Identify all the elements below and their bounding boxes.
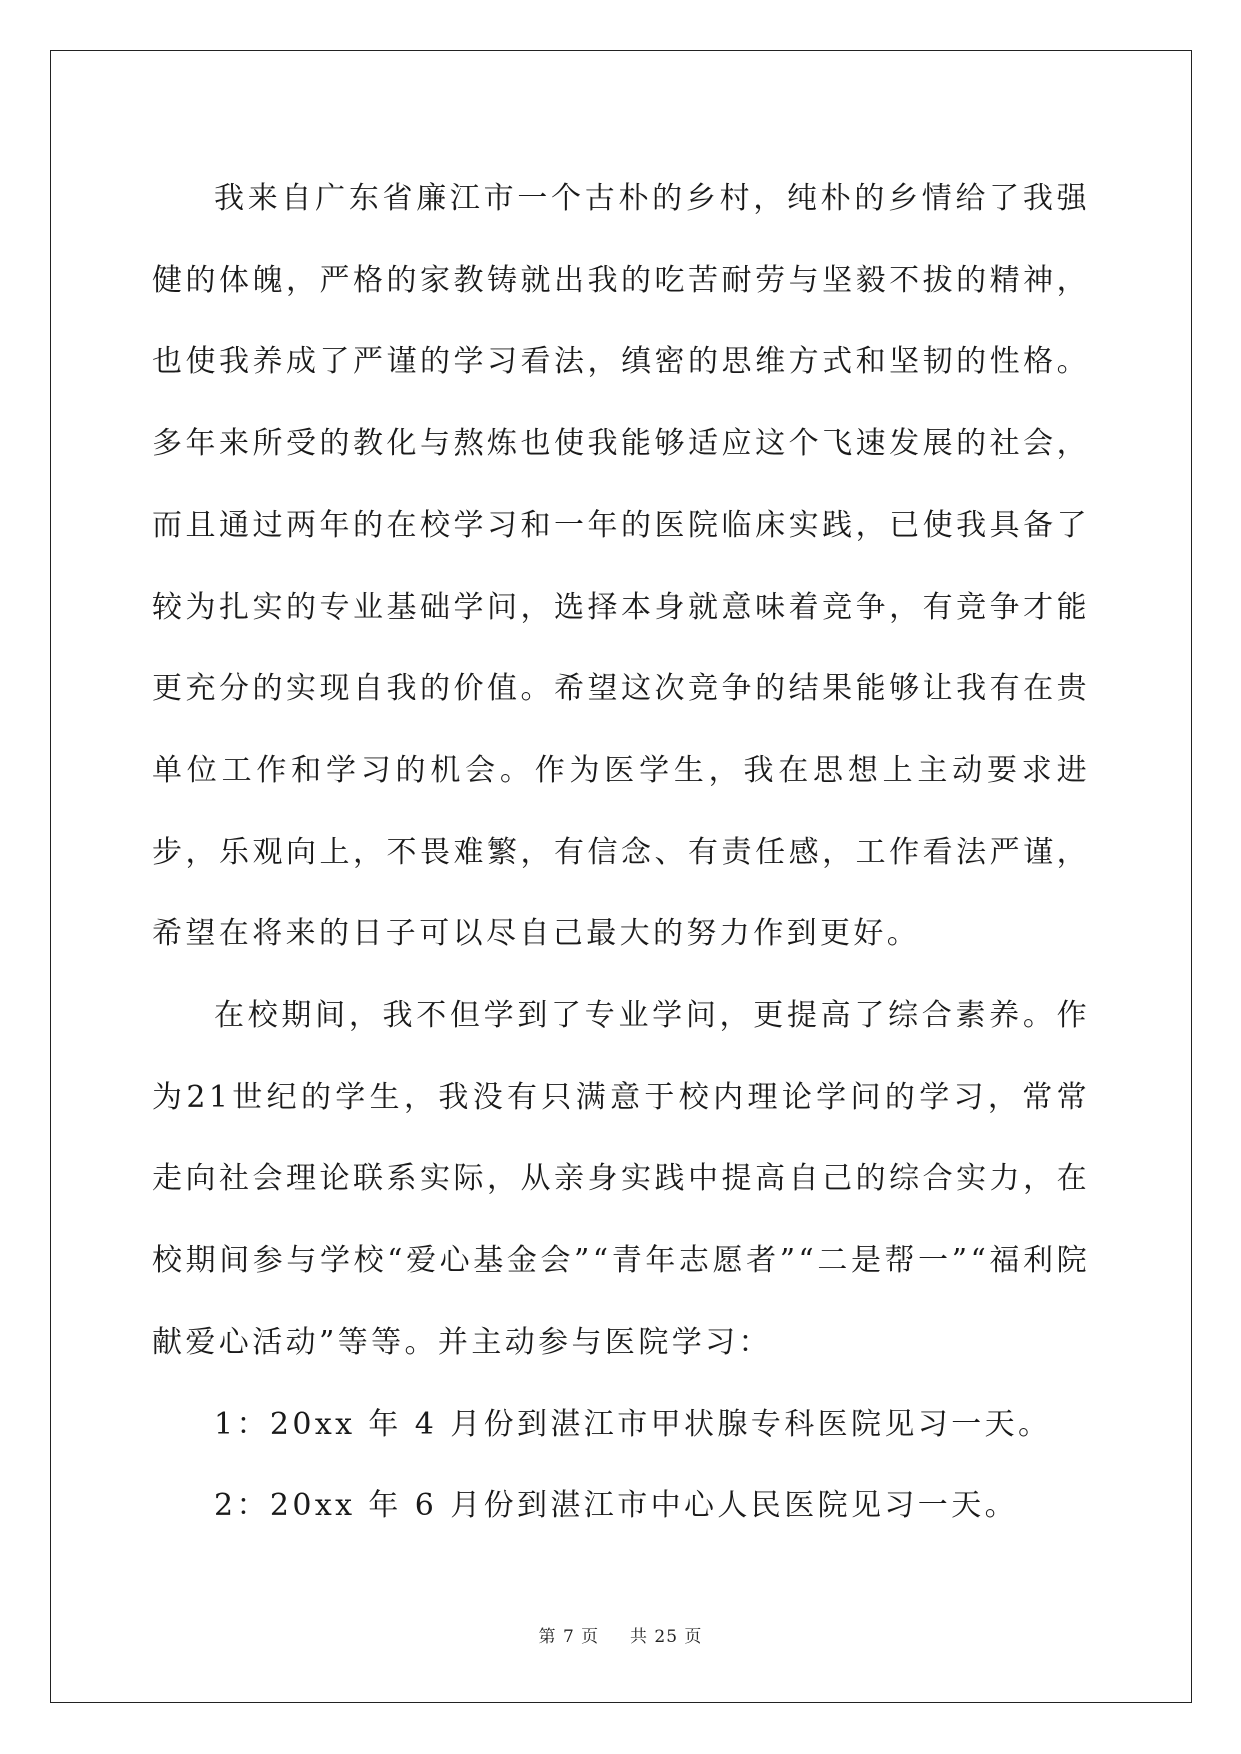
list-item-internship-2: 2：20xx 年 6 月份到湛江市中心人民医院见习一天。 <box>214 1488 1018 1524</box>
document-body <box>152 158 1090 1547</box>
paragraph-background: 我来自广东省廉江市一个古朴的乡村，纯朴的乡情给了我强健的体魄，严格的家教铸就出我的吃苦耐劳与坚毅不拔的精神，也使我养成了严谨的学习看法，缜密的思维方式和坚韧的性格。多年来所受的教化与熬炼也使我能够适应这个飞速发展的社会，而且通过两年的在校学习和一年的医院临床实践，已使我具备了较为扎实的专业基础学问，选择本身就意味着竞争，有竞争才能更充分的实现自我的价值。希望这次竞争的结果能够让我有在贵单位工作和学习的机会。作为医学生，我在思想上主动要求进步，乐观向上，不畏难繁，有信念、有责任感，工作看法严谨，希望在将来的日子可以尽自己最大的努力作到更好。 <box>152 181 1090 952</box>
page-total: 共 25 页 <box>629 1627 703 1647</box>
page-footer <box>0 1622 1241 1647</box>
paragraph-school-activities: 在校期间，我不但学到了专业学问，更提高了综合素养。作为21世纪的学生，我没有只满意于校内理论学问的学习，常常走向社会理论联系实际，从亲身实践中提高自己的综合实力，在校期间参与学校“爱心基金会”“青年志愿者”“二是帮一”“福利院献爱心活动”等等。并主动参与医院学习： <box>152 998 1090 1360</box>
page-number: 第 7 页 <box>538 1627 600 1647</box>
list-item-internship-1: 1：20xx 年 4 月份到湛江市甲状腺专科医院见习一天。 <box>214 1406 1052 1442</box>
